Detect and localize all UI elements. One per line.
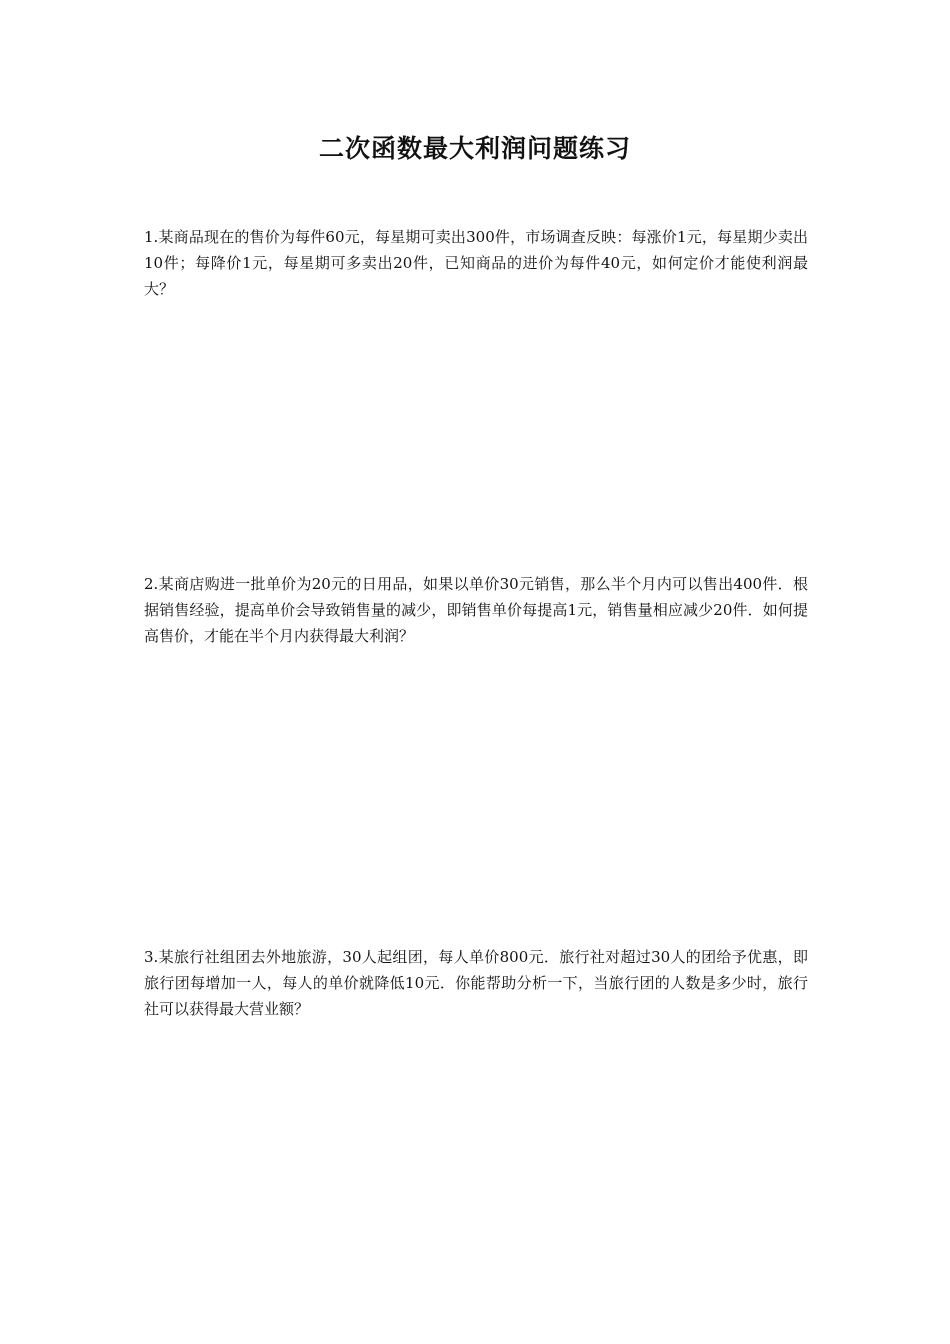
page-title: 二次函数最大利润问题练习 <box>318 134 631 163</box>
question-3: 3.某旅行社组团去外地旅游，30人起组团，每人单价800元．旅行社对超过30人的团给予优惠，即旅行团每增加一人，每人的单价就降低10元．你能帮助分析一下，当旅行团的人数是多少时，旅行社可以获得最大营业额？ <box>144 948 808 1018</box>
question-1: 1.某商品现在的售价为每件60元，每星期可卖出300件，市场调查反映：每涨价1元，每星期少卖出10件；每降价1元，每星期可多卖出20件，已知商品的进价为每件40元，如何定价才能使利润最大？ <box>144 228 808 298</box>
question-2: 2.某商店购进一批单价为20元的日用品，如果以单价30元销售，那么半个月内可以售出400件．根据销售经验，提高单价会导致销售量的减少，即销售单价每提高1元，销售量相应减少20件．如何提高售价，才能在半个月内获得最大利润？ <box>144 575 808 645</box>
